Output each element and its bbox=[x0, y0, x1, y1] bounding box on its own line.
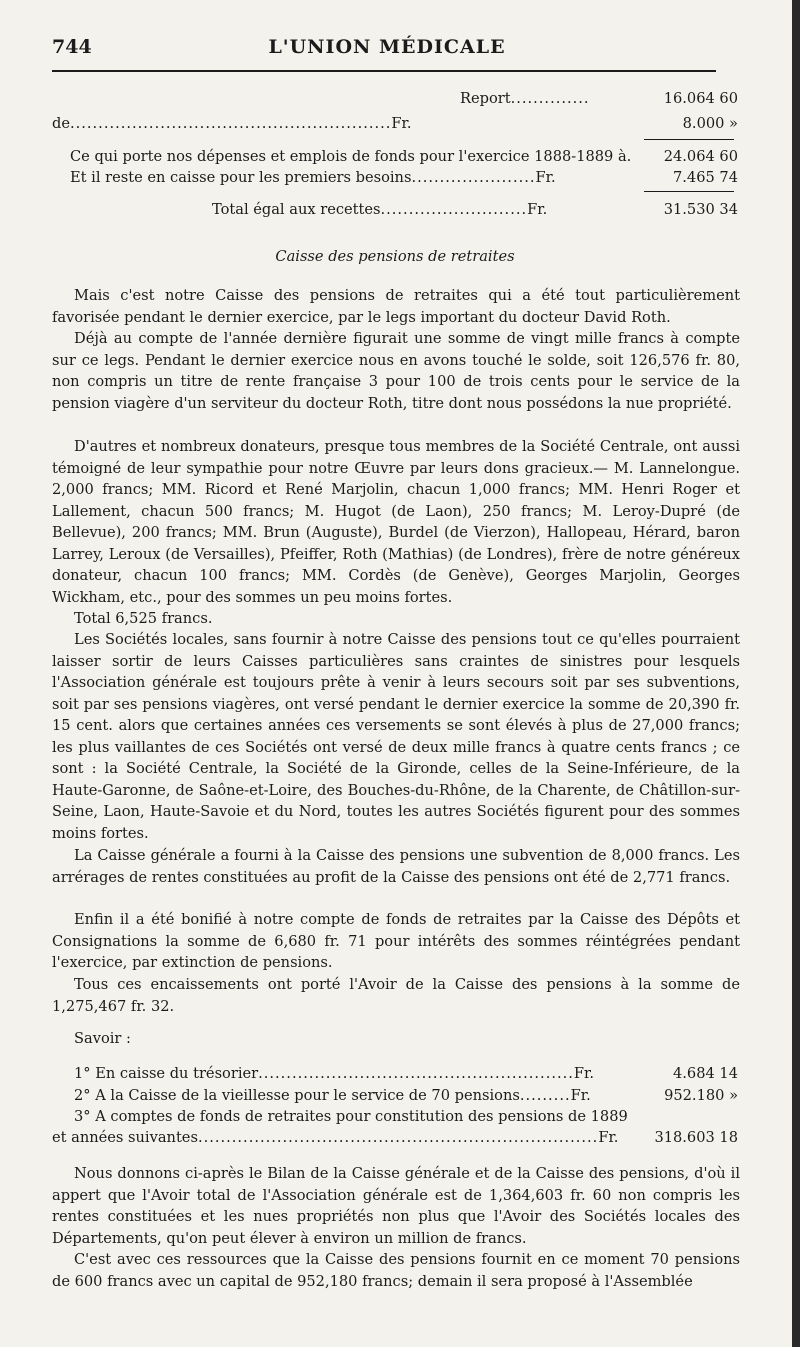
paragraph-4: Total 6,525 francs. bbox=[74, 610, 213, 627]
report-dots: .............. bbox=[510, 90, 590, 107]
report-label: Report bbox=[460, 90, 511, 107]
closing-paragraph-2: C'est avec ces ressources que la Caisse des pensions fournit en ce moment 70 pensions de 600 francs avec un capital de 952,180 francs; demain il sera proposé à l'Assemblée bbox=[52, 1251, 740, 1290]
journal-title: L'UNION MÉDICALE bbox=[268, 36, 506, 58]
page-number: 744 bbox=[52, 36, 92, 58]
de-value: 8.000 » bbox=[682, 115, 738, 132]
paragraph-7: Enfin il a été bonifié à notre compte de fonds de retraites par la Caisse des Dépôts et Consignations la somme de 6,680 fr. 71 pour intérêts des sommes réintégrées pendant l'exercice, par extinction de pensions. bbox=[52, 911, 740, 971]
total-value: 31.530 34 bbox=[663, 201, 738, 218]
paragraph-6: La Caisse générale a fourni à la Caisse des pensions une subvention de 8,000 francs. Les arrérages de rentes constituées au profit de la Caisse des pensions ont été de 2,771 francs. bbox=[52, 847, 740, 886]
section-title: Caisse des pensions de retraites bbox=[275, 248, 515, 265]
de-label: de bbox=[52, 115, 70, 132]
remaining-label: Et il reste en caisse pour les premiers besoins bbox=[70, 169, 412, 186]
de-row bbox=[52, 115, 738, 135]
remaining-unit: Fr. bbox=[535, 169, 556, 186]
expenses-label: Ce qui porte nos dépenses et emplois de fonds pour l'exercice 1888-1889 à. bbox=[70, 148, 632, 165]
de-unit: Fr. bbox=[391, 115, 412, 132]
remaining-row bbox=[52, 169, 738, 189]
total-unit: Fr. bbox=[527, 201, 548, 218]
remaining-dots: ...................... bbox=[411, 169, 536, 186]
de-dots: ......................................................... bbox=[69, 115, 392, 132]
report-row bbox=[52, 90, 738, 110]
remaining-value: 7.465 74 bbox=[673, 169, 738, 186]
total-rule bbox=[644, 191, 734, 192]
expenses-row bbox=[52, 148, 738, 168]
page-header bbox=[52, 36, 722, 66]
savoir-label: Savoir : bbox=[74, 1030, 131, 1047]
breakdown-row-4: et années suivantes.......................................................................Fr. 318.603 18 bbox=[52, 1129, 738, 1146]
expenses-value: 24.064 60 bbox=[663, 148, 738, 165]
total-label: Total égal aux recettes bbox=[212, 201, 381, 218]
report-value: 16.064 60 bbox=[663, 90, 738, 107]
header-rule bbox=[52, 70, 716, 72]
paragraph-5: Les Sociétés locales, sans fournir à notre Caisse des pensions tout ce qu'elles pourraient laisser sortir de leurs Caisses particulières sans craintes de sinistres pour lesquels l'Association générale est toujours prête à venir à leurs secours soit par ses subventions, soit par ses pensions viagères, ont versé pendant le dernier exercice la somme de 20,390 fr. 15 cent. alors que certaines années ces versements se sont élevés à plus de 27,000 francs; les plus vaillantes de ces Sociétés ont versé de deux mille francs à quatre cents francs ; ce sont : la Société Centrale, la Société de la Gironde, celles de la Seine-Inférieure, de la Haute-Garonne, de Saône-et-Loire, des Bouches-du-Rhône, de la Charente, de Châtillon-sur-Seine, Laon, Haute-Savoie et du Nord, toutes les autres Sociétés figurent pour des sommes moins fortes. bbox=[52, 631, 740, 842]
closing-paragraph-1: Nous donnons ci-après le Bilan de la Caisse générale et de la Caisse des pensions, d'où il appert que l'Avoir total de l'Association générale est de 1,364,603 fr. 60 non compris les rentes constituées et les nues propriétés non plus que l'Avoir des Sociétés locales des Départements, qu'on peut élever à environ un million de francs. bbox=[52, 1165, 740, 1247]
total-dots: .......................... bbox=[380, 201, 528, 218]
paragraph-8: Tous ces encaissements ont porté l'Avoir de la Caisse des pensions à la somme de 1,275,467 fr. 32. bbox=[52, 976, 740, 1015]
scan-edge bbox=[792, 0, 800, 1347]
breakdown-row-3: 3° A comptes de fonds de retraites pour constitution des pensions de 1889 bbox=[74, 1108, 628, 1125]
breakdown-row-1: 1° En caisse du trésorier........................................................Fr. 4.684 14 bbox=[74, 1065, 738, 1082]
sum-rule bbox=[644, 139, 734, 140]
paragraph-1: Mais c'est notre Caisse des pensions de retraites qui a été tout particulièrement favorisée pendant le dernier exercice, par le legs important du docteur David Roth. bbox=[52, 287, 740, 326]
total-row bbox=[52, 201, 738, 221]
breakdown-row-2: 2° A la Caisse de la vieillesse pour le service de 70 pensions.........Fr. 952.180 » bbox=[74, 1087, 738, 1104]
paragraph-3: D'autres et nombreux donateurs, presque tous membres de la Société Centrale, ont aussi témoigné de leur sympathie pour notre Œuvre par leurs dons gracieux.— M. Lannelongue. 2,000 francs; MM. Ricord et René Marjolin, chacun 1,000 francs; MM. Henri Roger et Lallement, chacun 500 francs; M. Hugot (de Laon), 250 francs; M. Leroy-Dupré (de Bellevue), 200 francs; MM. Brun (Auguste), Burdel (de Vierzon), Hallopeau, Hérard, baron Larrey, Leroux (de Versailles), Pfeiffer, Roth (Mathias) (de Londres), frère de notre généreux donateur, chacun 100 francs; MM. Cordès (de Genève), Georges Marjolin, Georges Wickham, etc., pour des sommes un peu moins fortes. bbox=[52, 438, 740, 606]
paragraph-2: Déjà au compte de l'année dernière figurait une somme de vingt mille francs à compte sur ce legs. Pendant le dernier exercice nous en avons touché le solde, soit 126,576 fr. 80, non compris un titre de rente française 3 pour 100 de trois cents pour le service de la pension viagère d'un serviteur du docteur Roth, titre dont nous possédons la nue propriété. bbox=[52, 330, 740, 412]
